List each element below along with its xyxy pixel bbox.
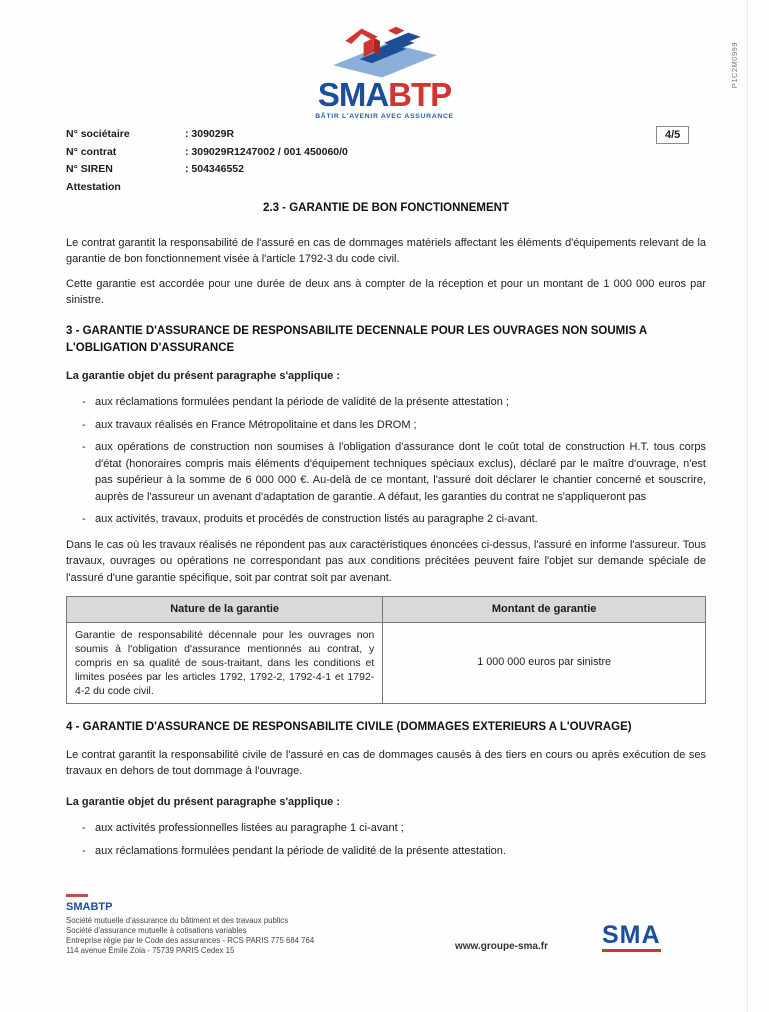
logo-tagline: BÂTIR L'AVENIR AVEC ASSURANCE xyxy=(315,113,454,120)
print-reference-code: P1C2M0999 xyxy=(730,42,739,89)
smabtp-wordmark xyxy=(255,76,515,113)
list-item xyxy=(66,394,706,411)
section-4-intro: La garantie objet du présent paragraphe s'applique : xyxy=(66,795,341,808)
list-item xyxy=(66,511,706,528)
smabtp-logo xyxy=(255,24,515,120)
field-label: N° sociétaire xyxy=(66,128,130,140)
table-cell-montant: 1 000 000 euros par sinistre xyxy=(383,622,706,703)
bullet-marker: - xyxy=(82,844,86,857)
field-value: : 309029R1247002 / 001 450060/0 xyxy=(185,145,348,158)
bullet-marker: - xyxy=(82,513,86,525)
footer-legal-line: Société mutuelle d'assurance du bâtiment et des travaux publics xyxy=(66,916,289,925)
field-label: N° SIREN xyxy=(66,163,113,175)
bullet-marker: - xyxy=(82,441,86,453)
contract-header-fields xyxy=(66,126,348,196)
list-item-text: aux travaux réalisés en France Métropolitaine et dans les DROM ; xyxy=(95,418,417,431)
footer-legal-line: 114 avenue Émile Zola - 75739 PARIS Cedex 15 xyxy=(66,946,235,955)
table-header-nature: Nature de la garantie xyxy=(67,597,383,623)
section-2-3-title: 2.3 - GARANTIE DE BON FONCTIONNEMENT xyxy=(263,202,509,214)
table-header-row xyxy=(67,597,706,623)
document-body xyxy=(66,200,706,865)
list-item xyxy=(66,417,706,434)
wordmark-sma: SMA xyxy=(317,76,389,113)
field-contrat xyxy=(66,144,348,162)
field-attestation xyxy=(66,179,348,197)
table-header-montant: Montant de garantie xyxy=(383,597,706,623)
smabtp-logo-icon xyxy=(329,24,441,78)
list-item xyxy=(66,820,706,837)
paragraph: Le contrat garantit la responsabilité de l'assuré en cas de dommages matériels affectant les éléments d'équipements relevant de la garantie de bon fonctionnement visée à l'article 1792-3 du code civil. xyxy=(66,236,706,265)
section-3-title: 3 - GARANTIE D'ASSURANCE DE RESPONSABILITE DECENNALE POUR LES OUVRAGES NON SOUMIS A L'OBLIGATION D'ASSURANCE xyxy=(66,324,647,354)
list-item-text: aux réclamations formulées pendant la période de validité de la présente attestation ; xyxy=(95,396,509,408)
footer-legal-line: Société d'assurance mutuelle à cotisations variables xyxy=(66,926,247,935)
paragraph: Le contrat garantit la responsabilité civile de l'assuré en cas de dommages causés à des tiers en cours ou après exécution de ses travaux en dehors de tout dommage à l'ouvrage. xyxy=(66,748,706,777)
table-cell-nature: Garantie de responsabilité décennale pour les ouvrages non soumis à l'obligation d'assurance mentionnés au contrat, y compris en sa qualité de sous-traitant, dans les conditions et limites posées par les articles 1792, 1792-2, 1792-4-1 et 1792-4-2 du code civil. xyxy=(67,622,383,703)
list-item-text: aux opérations de construction non soumises à l'obligation d'assurance dont le coût total de construction H.T. tous corps d'état (honoraires compris mais éléments d'équipement techniques spéciaux exclus), déclaré par le maître d'ouvrage, n'est pas supérieur à la somme de 6 000 000 €. Au-delà de ce montant, l'assuré doit déclarer le chantier concerné et souscrire, auprès de l'assureur un avenant d'adaptation de garantie. A défaut, les garanties du contrat ne s'appliqueront pas xyxy=(95,441,706,503)
sma-footer-logo: SMA xyxy=(602,922,661,952)
field-label: N° contrat xyxy=(66,145,117,158)
bullet-marker: - xyxy=(82,396,86,408)
section-3-intro: La garantie objet du présent paragraphe s'applique : xyxy=(66,369,341,382)
page-indicator: 4/5 xyxy=(656,126,689,144)
field-label: Attestation xyxy=(66,180,121,193)
footer-company-block xyxy=(66,894,314,956)
paragraph: Dans le cas où les travaux réalisés ne répondent pas aux caractéristiques énoncées ci-dessus, l'assuré en informe l'assureur. Tous travaux, ouvrages ou opérations ne correspondant pas aux conditions précitées peuvent faire l'objet sur demande spéciale de l'assuré d'une garantie spécifique, soit par contrat soit par avenant. xyxy=(66,538,706,584)
list-item xyxy=(66,439,706,505)
list-item-text: aux activités professionnelles listées au paragraphe 1 ci-avant ; xyxy=(95,822,404,834)
field-siren xyxy=(66,161,348,179)
wordmark-btp: BTP xyxy=(388,76,452,113)
list-item-text: aux réclamations formulées pendant la période de validité de la présente attestation. xyxy=(95,844,506,857)
field-value: : 309029R xyxy=(185,128,235,140)
scan-artifact-line xyxy=(747,0,748,1012)
bullet-marker: - xyxy=(82,822,86,834)
footer-website: www.groupe-sma.fr xyxy=(455,941,548,952)
table-row xyxy=(67,622,706,703)
field-societaire xyxy=(66,126,348,144)
list-item xyxy=(66,843,706,860)
list-item-text: aux activités, travaux, produits et procédés de construction listés au paragraphe 2 ci-avant. xyxy=(95,513,538,525)
footer-company-name: SMABTP xyxy=(66,901,113,913)
footer-red-dash xyxy=(66,894,88,897)
footer-legal-line: Entreprise régie par le Code des assurances - RCS PARIS 775 684 764 xyxy=(66,936,315,945)
guarantee-table xyxy=(66,596,706,704)
bullet-marker: - xyxy=(82,418,86,431)
paragraph: Cette garantie est accordée pour une durée de deux ans à compter de la réception et pour un montant de 1 000 000 euros par sinistre. xyxy=(66,277,706,306)
field-value: : 504346552 xyxy=(185,163,244,175)
section-4-title: 4 - GARANTIE D'ASSURANCE DE RESPONSABILITE CIVILE (DOMMAGES EXTERIEURS A L'OUVRAGE) xyxy=(66,720,632,733)
